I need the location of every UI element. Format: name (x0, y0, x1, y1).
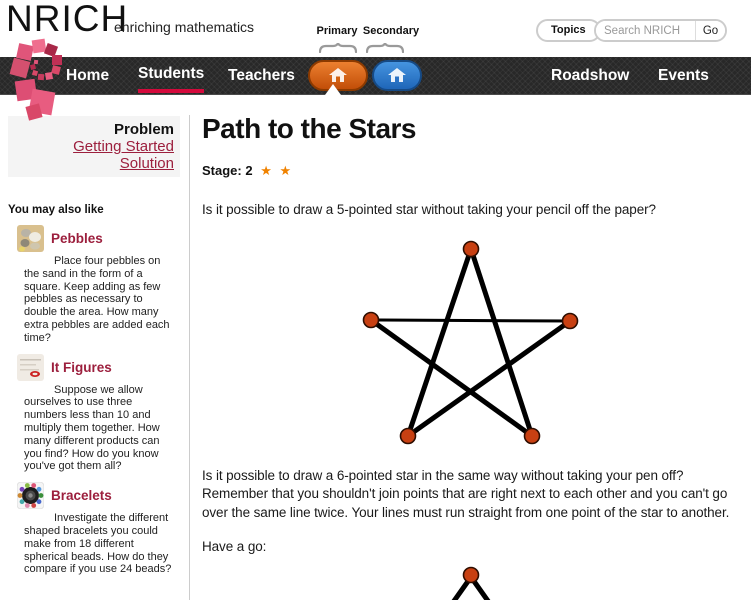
sidebar (8, 116, 180, 576)
nav-item-home[interactable]: Home (66, 67, 110, 84)
six-pointed-star-figure-partial (347, 565, 597, 600)
related-item-bracelets (8, 482, 180, 576)
house-icon (328, 68, 348, 83)
search-go-button[interactable]: Go (695, 21, 725, 40)
content-divider (189, 115, 190, 600)
sidebar-tab-problem[interactable]: Problem (113, 121, 174, 138)
nav-item-teachers[interactable]: Teachers (228, 67, 295, 84)
topics-button[interactable]: Topics (536, 19, 601, 42)
primary-brace-icon (319, 43, 357, 53)
also-like-heading: You may also like (8, 204, 104, 216)
problem-nav-box (8, 116, 180, 177)
related-description: Suppose we allow ourselves to use three numbers less than 10 and multiply them together. How many different products can you find? How do you know you've got them all? (24, 383, 160, 473)
have-a-go-text: Have a go: (202, 539, 267, 554)
stage-label: Stage: 2 (202, 163, 253, 178)
house-icon (387, 68, 407, 83)
secondary-label: Secondary (362, 25, 420, 37)
intro-paragraph: Is it possible to draw a 5-pointed star without taking your pencil off the paper? (202, 202, 656, 217)
related-description: Place four pebbles on the sand in the form of a square. Keep adding as few pebbles as necessary to double the area. How many extra pebbles are added each time? (24, 255, 170, 344)
stage-row (202, 163, 742, 179)
secondary-home-button[interactable] (372, 60, 422, 91)
main-navbar (0, 57, 751, 95)
related-title: Pebbles (51, 231, 103, 246)
nav-item-students[interactable]: Students (138, 57, 204, 93)
related-link-pebbles[interactable] (17, 225, 180, 252)
search-box (594, 19, 727, 42)
page-title: Path to the Stars (202, 113, 416, 144)
five-pointed-star-figure (347, 234, 597, 458)
nrich-logo-tagline: enriching mathematics (114, 19, 255, 35)
sidebar-tab-getting-started[interactable]: Getting Started (73, 138, 174, 155)
nav-item-roadshow[interactable]: Roadshow (551, 67, 630, 84)
pebbles-thumbnail (17, 225, 44, 252)
sidebar-tab-solution[interactable]: Solution (119, 155, 174, 172)
it-figures-thumbnail (17, 354, 44, 381)
related-description: Investigate the different shaped bracelets you could make from 18 different spherical beads. How do they compare if you use 24 beads? (24, 512, 172, 576)
active-section-pointer (325, 84, 341, 95)
nrich-spiral-logo[interactable] (2, 34, 74, 124)
related-link-it-figures[interactable] (17, 354, 180, 381)
nav-item-events[interactable]: Events (658, 67, 709, 84)
search-input[interactable] (596, 21, 695, 40)
related-item-pebbles (8, 225, 180, 345)
related-item-it-figures (8, 354, 180, 474)
primary-label: Primary (316, 25, 358, 37)
related-title: Bracelets (51, 488, 112, 504)
secondary-brace-icon (366, 43, 404, 53)
related-link-bracelets[interactable] (17, 482, 180, 509)
related-title: It Figures (51, 359, 112, 375)
main-content (202, 113, 742, 600)
nrich-logo-text[interactable]: NRICH (6, 0, 129, 39)
bracelets-thumbnail (17, 482, 44, 509)
stage-stars-icon: ★ ★ (260, 163, 294, 178)
six-star-paragraph: Is it possible to draw a 6-pointed star in the same way without taking your pen off? Remember that you shouldn't join points that are right next to each other and you can't go over the same line twice. Your lines must run straight from one point of the star to another. (202, 467, 730, 520)
